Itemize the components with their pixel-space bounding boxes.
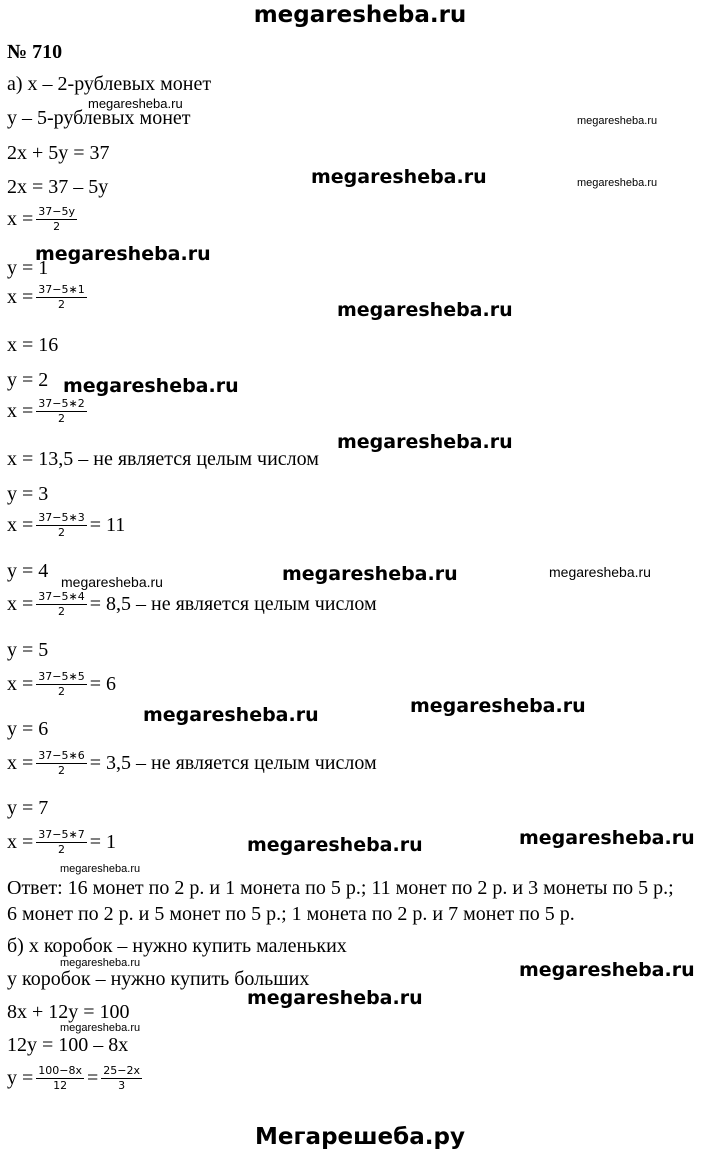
part-a-line1: а) x – 2-рублевых монет — [7, 73, 212, 95]
part-a-x7-formula — [7, 828, 116, 857]
watermark: megaresheba.ru — [577, 177, 658, 189]
part-b-line1: б) x коробок – нужно купить маленьких — [7, 935, 347, 957]
watermark: megaresheba.ru — [247, 987, 423, 1009]
part-a-x2: x = 13,5 – не является целым числом — [7, 448, 319, 470]
fraction-7 — [36, 828, 86, 857]
part-a-x-formula — [7, 205, 80, 234]
fraction-5-den: 2 — [58, 685, 65, 698]
answer-line1: Ответ: 16 монет по 2 р. и 1 монета по 5 р.; 11 монет по 2 р. и 3 монеты по 5 р.; — [7, 877, 674, 899]
part-a-y6: y = 6 — [7, 718, 49, 740]
fraction-b2-num: 25−2x — [103, 1064, 141, 1077]
fraction-3 — [36, 511, 86, 540]
result-4: = 8,5 – не является целым числом — [89, 593, 377, 615]
part-a-eq2: 2x = 37 – 5y — [7, 176, 109, 198]
fraction-3-num: 37−5∗3 — [38, 511, 85, 524]
part-a-y2: y = 2 — [7, 369, 49, 391]
fraction-6 — [36, 749, 86, 778]
fraction-1-num: 37−5∗1 — [38, 283, 85, 296]
part-a-line2: y – 5-рублевых монет — [7, 107, 191, 129]
fraction-4-num: 37−5∗4 — [38, 590, 85, 603]
part-a-x2-formula — [7, 397, 90, 426]
part-a-eq1: 2x + 5y = 37 — [7, 142, 110, 164]
fraction-2-den: 2 — [58, 412, 65, 425]
site-footer: Мегарешеба.ру — [255, 1124, 465, 1150]
watermark: megaresheba.ru — [410, 695, 586, 717]
fraction-1-den: 2 — [58, 298, 65, 311]
x-label: x = — [7, 593, 34, 615]
fraction-b2 — [101, 1064, 142, 1093]
fraction-7-num: 37−5∗7 — [38, 828, 85, 841]
watermark: megaresheba.ru — [60, 957, 141, 969]
part-a-y3: y = 3 — [7, 483, 49, 505]
watermark: megaresheba.ru — [311, 166, 487, 188]
watermark: megaresheba.ru — [549, 564, 651, 580]
fraction-6-den: 2 — [58, 764, 65, 777]
x-label: x = — [7, 514, 34, 536]
part-b-eq1: 8x + 12y = 100 — [7, 1001, 130, 1023]
watermark: megaresheba.ru — [61, 574, 163, 590]
watermark: megaresheba.ru — [60, 863, 141, 875]
equals-sign: = — [87, 1067, 99, 1089]
fraction-b2-den: 3 — [118, 1079, 126, 1092]
fraction-1 — [36, 283, 86, 312]
fraction-b1 — [36, 1064, 84, 1093]
part-b-line2: y коробок – нужно купить больших — [7, 968, 310, 990]
problem-number: № 710 — [7, 41, 63, 63]
part-a-y5: y = 5 — [7, 639, 49, 661]
result-7: = 1 — [89, 831, 116, 853]
x-label: x = — [7, 831, 34, 853]
fraction-5 — [36, 670, 86, 699]
x-label: x = — [7, 208, 34, 230]
watermark: megaresheba.ru — [519, 959, 695, 981]
result-5: = 6 — [89, 673, 116, 695]
fraction-5-num: 37−5∗5 — [38, 670, 85, 683]
watermark: megaresheba.ru — [60, 1022, 141, 1034]
part-a-x1-formula — [7, 283, 90, 312]
x-label: x = — [7, 752, 34, 774]
fraction-4 — [36, 590, 86, 619]
watermark: megaresheba.ru — [35, 243, 211, 265]
x-label: x = — [7, 673, 34, 695]
x-label: x = — [7, 400, 34, 422]
watermark: megaresheba.ru — [282, 563, 458, 585]
fraction-0-den: 2 — [53, 220, 61, 233]
watermark: megaresheba.ru — [63, 375, 239, 397]
y-label: y = — [7, 1067, 34, 1089]
result-6: = 3,5 – не является целым числом — [89, 752, 377, 774]
fraction-b1-den: 12 — [53, 1079, 68, 1092]
fraction-3-den: 2 — [58, 526, 65, 539]
watermark: megaresheba.ru — [519, 827, 695, 849]
site-header: megaresheba.ru — [253, 2, 467, 28]
part-a-y7: y = 7 — [7, 797, 49, 819]
part-a-x5-formula — [7, 670, 116, 699]
watermark: megaresheba.ru — [577, 115, 658, 127]
fraction-2-num: 37−5∗2 — [38, 397, 85, 410]
part-a-y4: y = 4 — [7, 560, 49, 582]
watermark: megaresheba.ru — [337, 431, 513, 453]
watermark: megaresheba.ru — [337, 299, 513, 321]
fraction-0-num: 37−5y — [38, 205, 76, 218]
watermark: megaresheba.ru — [88, 96, 183, 111]
part-a-x3-formula — [7, 511, 125, 540]
fraction-6-num: 37−5∗6 — [38, 749, 85, 762]
watermark: megaresheba.ru — [143, 704, 319, 726]
fraction-b1-num: 100−8x — [38, 1064, 83, 1077]
part-a-x1: x = 16 — [7, 334, 59, 356]
fraction-4-den: 2 — [58, 605, 65, 618]
part-a-x6-formula — [7, 749, 377, 778]
part-a-y1: y = 1 — [7, 257, 49, 279]
x-label: x = — [7, 286, 34, 308]
watermark: megaresheba.ru — [247, 834, 423, 856]
answer-line2: 6 монет по 2 р. и 5 монет по 5 р.; 1 монета по 2 р. и 7 монет по 5 р. — [7, 903, 575, 925]
fraction-0 — [36, 205, 77, 234]
part-b-eq2: 12y = 100 – 8x — [7, 1034, 129, 1056]
part-a-x4-formula — [7, 590, 377, 619]
fraction-7-den: 2 — [58, 843, 65, 856]
fraction-2 — [36, 397, 86, 426]
part-b-y-formula — [7, 1064, 145, 1093]
result-3: = 11 — [89, 514, 126, 536]
